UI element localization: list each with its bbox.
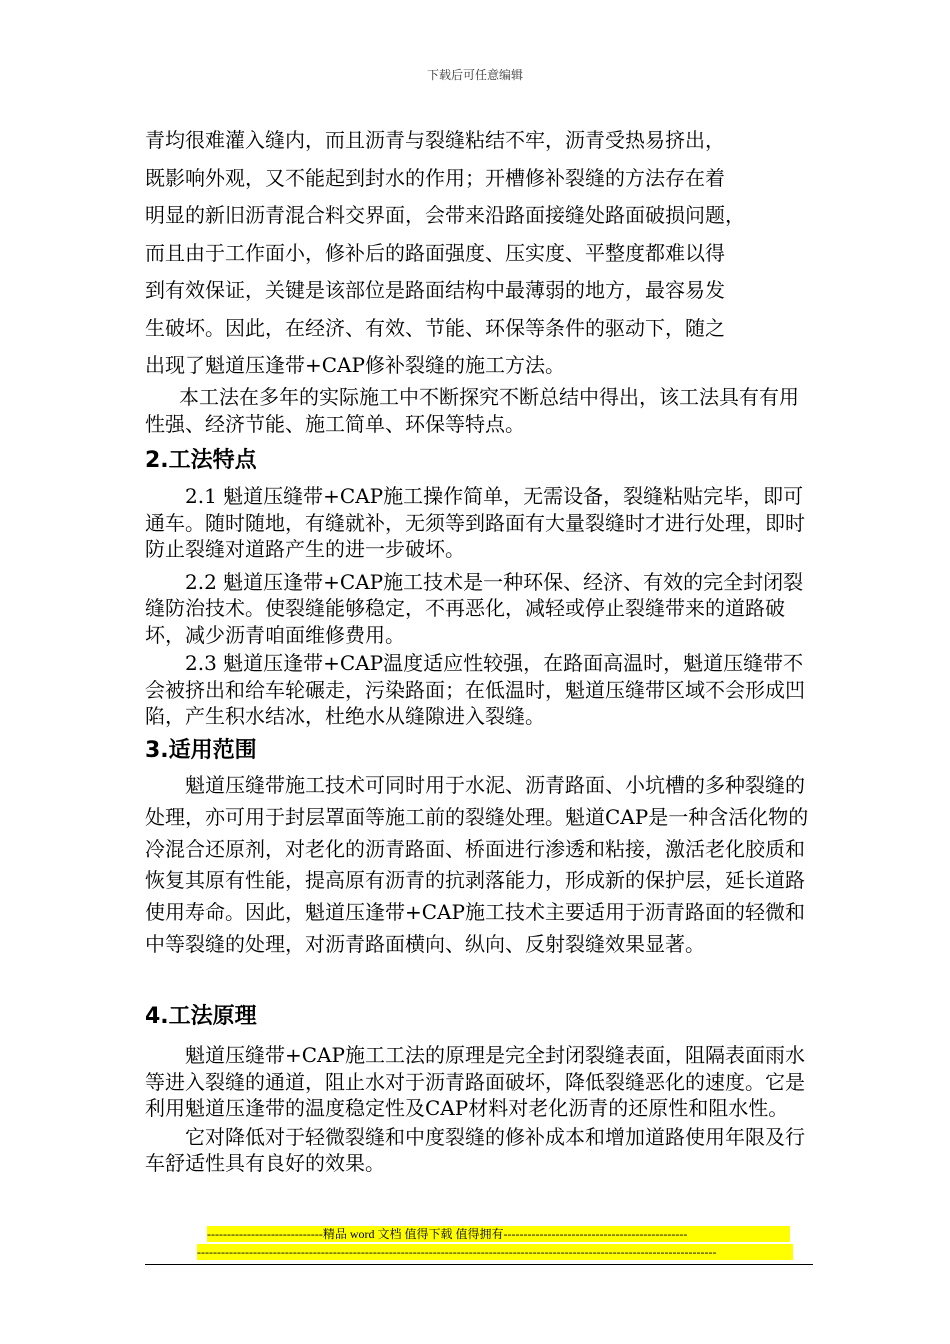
intro-paragraph-2 bbox=[145, 384, 813, 437]
text-line: 青均很难灌入缝内，而且沥青与裂缝粘结不牢，沥青受热易挤出， bbox=[145, 128, 725, 152]
section-2-paragraphs bbox=[145, 483, 813, 730]
footer-rule bbox=[145, 1264, 813, 1265]
paragraph-4-2: 它对降低对于轻微裂缝和中度裂缝的修补成本和增加道路使用年限及行车舒适性具有良好的效果。 bbox=[145, 1124, 805, 1175]
section-heading-4 bbox=[145, 1002, 813, 1032]
section-4-paragraphs bbox=[145, 1042, 813, 1177]
text-line: 而且由于工作面小，修补后的路面强度、压实度、平整度都难以得 bbox=[145, 240, 725, 265]
heading-text: 4.工法原理 bbox=[145, 1004, 257, 1029]
heading-text: 3.适用范围 bbox=[145, 738, 257, 763]
intro-paragraph bbox=[145, 122, 813, 385]
section-3-paragraph bbox=[145, 770, 813, 961]
footer-banner: -----------------------------精品 word 文档 值得下载 值得拥有---------------------------------------------- bbox=[207, 1226, 790, 1242]
heading-text: 2.工法特点 bbox=[145, 448, 257, 473]
paragraph-2-1: 2.1 魁道压缝带+CAP施工操作简单，无需设备，裂缝粘贴完毕，即可通车。随时随地，有缝就补，无须等到路面有大量裂缝时才进行处理，即时防止裂缝对道路产生的进一步破坏。 bbox=[145, 484, 805, 561]
text-line: 出现了魁道压逢带+CAP修补裂缝的施工方法。 bbox=[145, 353, 565, 377]
paragraph-2-2: 2.2 魁道压逢带+CAP施工技术是一种环保、经济、有效的完全封闭裂缝防治技术。使裂缝能够稳定，不再恶化，减轻或停止裂缝带来的道路破坏，减少沥青咱面维修费用。 bbox=[145, 569, 804, 647]
paragraph-text: 本工法在多年的实际施工中不断探究不断总结中得出，该工法具有有用性强、经济节能、施工简单、环保等特点。 bbox=[145, 385, 799, 436]
text-line: 明显的新旧沥青混合料交界面，会带来沿路面接缝处路面破损问题， bbox=[145, 203, 745, 227]
paragraph-4-1: 魁道压缝带+CAP施工工法的原理是完全封闭裂缝表面，阻隔表面雨水等进入裂缝的通道，阻止水对于沥青路面破坏，降低裂缝恶化的速度。它是利用魁道压逢带的温度稳定性及CAP材料对老化沥青的还原性和阻水性。 bbox=[145, 1043, 805, 1120]
page-footer bbox=[145, 1226, 813, 1265]
page-header: 下载后可任意编辑 bbox=[426, 68, 523, 82]
paragraph-2-3: 2.3 魁道压逢带+CAP温度适应性较强，在路面高温时，魁道压缝带不会被挤出和给车轮碾走，污染路面；在低温时，魁道压缝带区域不会形成凹陷，产生积水结冰，杜绝水从缝隙进入裂缝。 bbox=[145, 651, 805, 728]
text-line: 既影响外观，又不能起到封水的作用；开槽修补裂缝的方法存在着 bbox=[145, 165, 725, 190]
section-heading-3 bbox=[145, 736, 813, 766]
text-line: 生破坏。因此，在经济、有效、节能、环保等条件的驱动下，随之 bbox=[145, 315, 725, 340]
text-line: 到有效保证，关键是该部位是路面结构中最薄弱的地方，最容易发 bbox=[145, 278, 725, 302]
footer-dash-line: ---------------------------------------------------------------------------------------------------------------------------------- bbox=[197, 1244, 793, 1260]
paragraph-3: 魁道压缝带施工技术可同时用于水泥、沥青路面、小坑槽的多种裂缝的处理，亦可用于封层罩面等施工前的裂缝处理。魁道CAP是一种含活化物的冷混合还原剂，对老化的沥青路面、桥面进行渗透和粘接，激活老化胶质和恢复其原有性能，提高原有沥青的抗剥落能力，形成新的保护层，延长道路使用寿命。因此，魁道压逢带+CAP施工技术主要适用于沥青路面的轻微和中等裂缝的处理，对沥青路面横向、纵向、反射裂缝效果显著。 bbox=[145, 773, 809, 956]
section-heading-2 bbox=[145, 446, 813, 476]
